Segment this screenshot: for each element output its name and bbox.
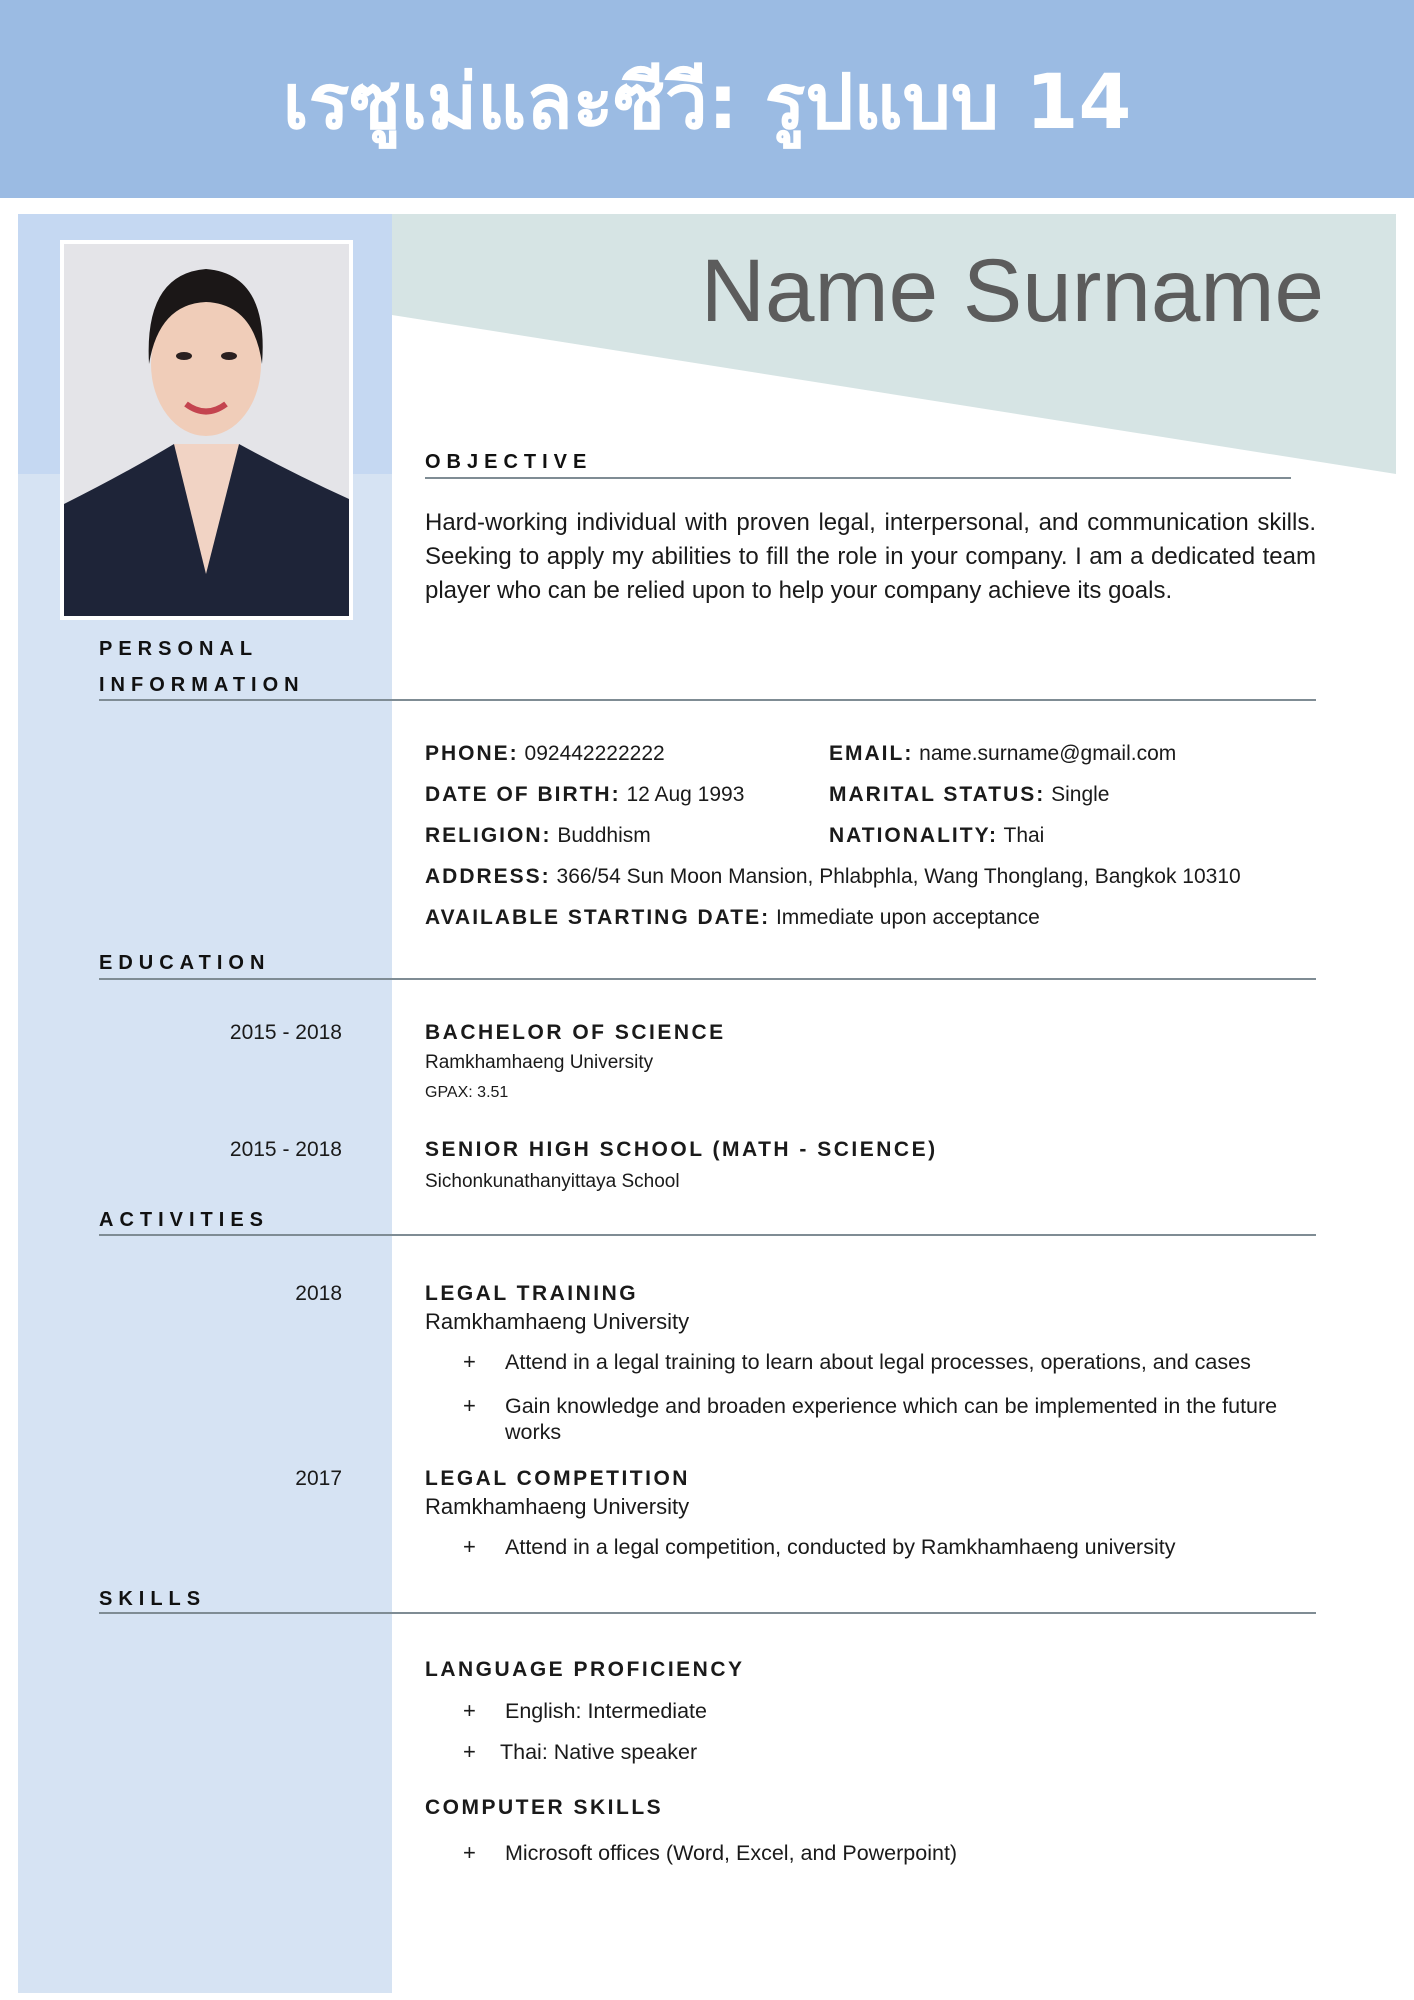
objective-text: Hard-working individual with proven legal, interpersonal, and communication skills. Seeking to apply my abilities to fill the role in your company. I am a dedicated team player who can be relied upon to help your company achieve its goals. [425,509,1316,604]
activity-bullet: Gain knowledge and broaden experience which can be implemented in the future works [505,1394,1278,1444]
religion-value: Buddhism [557,824,651,847]
divider [99,978,1316,980]
phone-field [425,741,665,767]
bullet-icon: + [463,1739,476,1764]
activity-org: Ramkhamhaeng University [425,1309,690,1334]
computer-heading: COMPUTER SKILLS [425,1796,664,1819]
activity-bullet: Attend in a legal training to learn about legal processes, operations, and cases [505,1350,1251,1374]
activity-org: Ramkhamhaeng University [425,1494,690,1519]
nationality-field [829,823,1044,849]
bullet-icon: + [463,1698,476,1723]
education-years: 2015 - 2018 [229,1021,342,1044]
marital-field [829,782,1110,808]
education-school: Ramkhamhaeng University [425,1052,654,1073]
skill-item: English: Intermediate [505,1699,707,1723]
personal-heading-1: PERSONAL [99,638,259,660]
start-date-field [425,905,1040,931]
language-heading: LANGUAGE PROFICIENCY [425,1658,745,1681]
dob-field [425,782,744,808]
nationality-value: Thai [1003,824,1045,847]
bullet-icon: + [463,1349,476,1374]
skill-item: Thai: Native speaker [500,1740,698,1764]
email-field [829,741,1176,767]
field-label: DATE OF BIRTH: [425,783,621,806]
field-label: RELIGION: [425,824,552,847]
profile-photo [60,240,353,620]
address-value: 366/54 Sun Moon Mansion, Phlabphla, Wang Thonglang, Bangkok 10310 [556,865,1241,888]
marital-value: Single [1051,783,1110,806]
divider [99,699,1316,701]
skills-heading: SKILLS [99,1588,207,1610]
activity-year: 2018 [295,1282,342,1305]
candidate-name: Name Surname [700,240,1324,340]
education-title: SENIOR HIGH SCHOOL (MATH - SCIENCE) [425,1138,938,1161]
email-value: name.surname@gmail.com [919,742,1177,765]
activity-year: 2017 [295,1467,342,1490]
field-label: EMAIL: [829,742,914,765]
field-label: AVAILABLE STARTING DATE: [425,906,771,929]
banner [0,0,1414,198]
education-heading: EDUCATION [99,952,271,974]
skill-item: Microsoft offices (Word, Excel, and Powerpoint) [505,1841,958,1865]
divider [99,1234,1316,1236]
activities-heading: ACTIVITIES [99,1209,270,1231]
dob-value: 12 Aug 1993 [626,783,745,806]
activity-title: LEGAL TRAINING [425,1282,639,1305]
divider [425,477,1291,479]
bullet-icon: + [463,1840,476,1865]
bullet-icon: + [463,1393,476,1418]
address-field [425,864,1241,890]
education-title: BACHELOR OF SCIENCE [425,1021,726,1044]
start-date-value: Immediate upon acceptance [775,906,1040,929]
education-school: Sichonkunathanyittaya School [425,1171,680,1192]
field-label: ADDRESS: [425,865,551,888]
activity-bullet: Attend in a legal competition, conducted by Ramkhamhaeng university [505,1535,1176,1559]
activity-title: LEGAL COMPETITION [425,1467,690,1490]
field-label: PHONE: [425,742,519,765]
divider [99,1612,1316,1614]
religion-field [425,823,651,849]
field-label: NATIONALITY: [829,824,999,847]
bullet-icon: + [463,1534,476,1559]
personal-heading-2: INFORMATION [99,674,305,696]
education-gpa: GPAX: 3.51 [425,1084,509,1101]
field-label: MARITAL STATUS: [829,783,1046,806]
education-years: 2015 - 2018 [229,1138,342,1161]
phone-value: 092442222222 [524,742,665,765]
banner-title: เรซูเม่และซีวี: รูปแบบ 14 [282,57,1132,146]
objective-heading: OBJECTIVE [425,451,593,473]
